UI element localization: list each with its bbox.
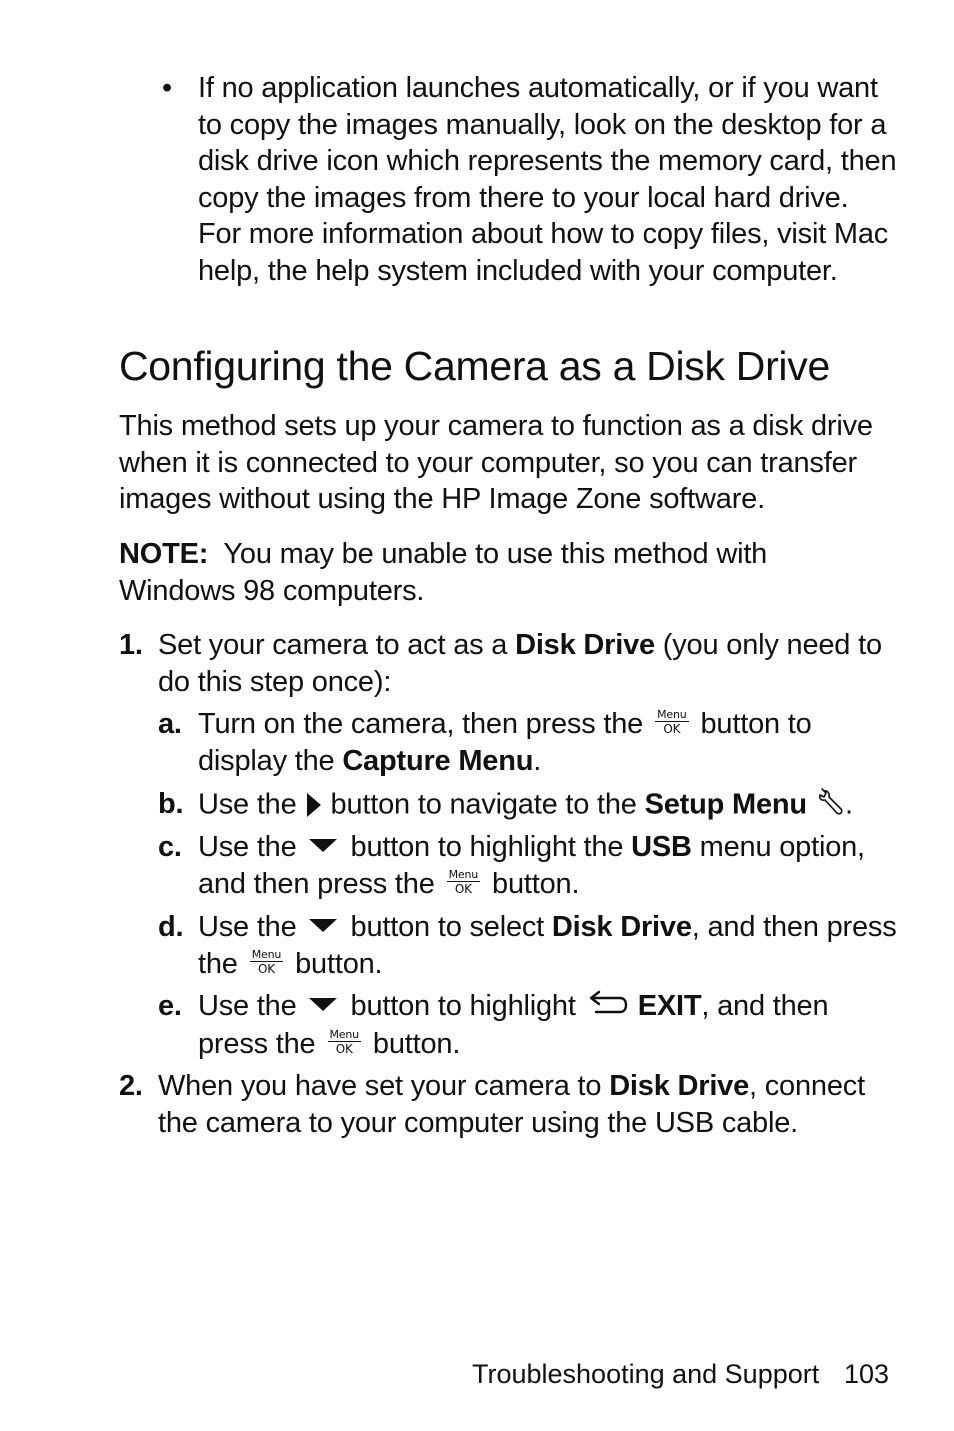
step-2-bold: Disk Drive: [609, 1070, 750, 1102]
exit-return-icon: [588, 989, 628, 1026]
menu-ok-bottom: OK: [663, 722, 681, 737]
substep-c-label: c.: [158, 831, 182, 863]
right-arrow-icon: [307, 793, 321, 817]
down-arrow-icon: [309, 919, 337, 932]
substep-b-text-3: .: [844, 788, 853, 821]
menu-ok-bottom: OK: [257, 961, 275, 976]
substep-d-text: [198, 909, 898, 982]
step-1-number: 1.: [119, 629, 143, 661]
substep-e-bold: EXIT: [637, 990, 702, 1022]
note-text: You may be unable to use this method with Windows 98 computers.: [119, 538, 768, 607]
intro-paragraph: This method sets up your camera to function as a disk drive when it is connected to your computer, so you can transfer images without using the HP Image Zone software.: [119, 410, 873, 515]
section-heading: Configuring the Camera as a Disk Drive: [119, 343, 830, 389]
step-2-text-b: , connect the camera to your computer using the USB cable.: [158, 1070, 865, 1139]
substep-e-text-1: Use the: [198, 990, 297, 1022]
substep-b-label: b.: [158, 788, 184, 820]
bullet-paragraph: If no application launches automatically, or if you want to copy the images manually, look on the desktop for a disk drive icon which represents the memory card, then copy the images from there to your local hard drive. For more information about how to copy files, visit Mac help, the help system included with your computer.: [198, 72, 897, 287]
substep-d-text-4: button.: [295, 947, 383, 980]
substep-a-text: [198, 706, 898, 779]
substep-d-text-2: button to select: [350, 911, 552, 943]
down-arrow-icon: [309, 998, 337, 1011]
menu-ok-button-icon: [250, 949, 283, 975]
wrench-icon: [817, 786, 845, 826]
substep-a-bold: Capture Menu: [342, 744, 534, 777]
substep-e-text-2: button to highlight: [350, 990, 576, 1022]
menu-ok-top: Menu: [329, 1027, 359, 1041]
substep-a-label: a.: [158, 708, 182, 740]
note-block: [119, 536, 819, 609]
step-1-text: [158, 627, 898, 700]
substep-c-text-3: menu option, and then press the: [198, 831, 865, 900]
step-2-number: 2.: [119, 1070, 143, 1102]
substep-c-text-4: button.: [492, 867, 580, 900]
note-label: NOTE:: [119, 538, 209, 570]
substep-c-bold: USB: [631, 831, 692, 863]
menu-ok-button-icon: [655, 709, 688, 735]
substep-a-text-2: button to display the: [198, 708, 812, 777]
step-1-text-a: Set your camera to act as a: [158, 629, 516, 661]
step-2-text: [158, 1068, 898, 1141]
bullet-marker: •: [162, 72, 172, 104]
menu-ok-top: Menu: [657, 708, 687, 722]
substep-c-text: [198, 829, 898, 902]
substep-b-text-1: Use the: [198, 788, 297, 821]
substep-b-bold: Setup Menu: [644, 788, 807, 821]
step-1-text-b: (you only need to do this step once):: [158, 629, 882, 698]
footer-section-title: Troubleshooting and Support: [472, 1359, 820, 1389]
step-1-bold: Disk Drive: [515, 629, 655, 661]
substep-e-text-4: button.: [372, 1027, 461, 1060]
menu-ok-bottom: OK: [335, 1041, 353, 1056]
step-2-text-a: When you have set your camera to: [158, 1070, 610, 1102]
menu-ok-top: Menu: [251, 947, 282, 961]
page-number: 103: [844, 1359, 890, 1389]
substep-a-text-1: Turn on the camera, then press the: [198, 708, 644, 740]
down-arrow-icon: [309, 839, 337, 852]
substep-e-text: [198, 988, 898, 1062]
menu-ok-top: Menu: [448, 867, 479, 881]
substep-c-text-2: button to highlight the: [350, 831, 632, 863]
substep-d-text-3: , and then press the: [198, 911, 897, 980]
substep-e-text-3: , and then press the: [198, 990, 829, 1060]
substep-d-label: d.: [158, 911, 184, 943]
menu-ok-button-icon: [447, 869, 480, 895]
menu-ok-bottom: OK: [454, 881, 472, 896]
menu-ok-button-icon: [328, 1029, 361, 1055]
substep-d-text-1: Use the: [198, 911, 297, 943]
substep-a-text-3: .: [533, 744, 542, 777]
substep-b-text-2: button to navigate to the: [330, 788, 645, 821]
substep-d-bold: Disk Drive: [551, 911, 692, 943]
substep-e-label: e.: [158, 990, 182, 1022]
substep-c-text-1: Use the: [198, 831, 297, 863]
substep-b-text: [198, 786, 898, 826]
